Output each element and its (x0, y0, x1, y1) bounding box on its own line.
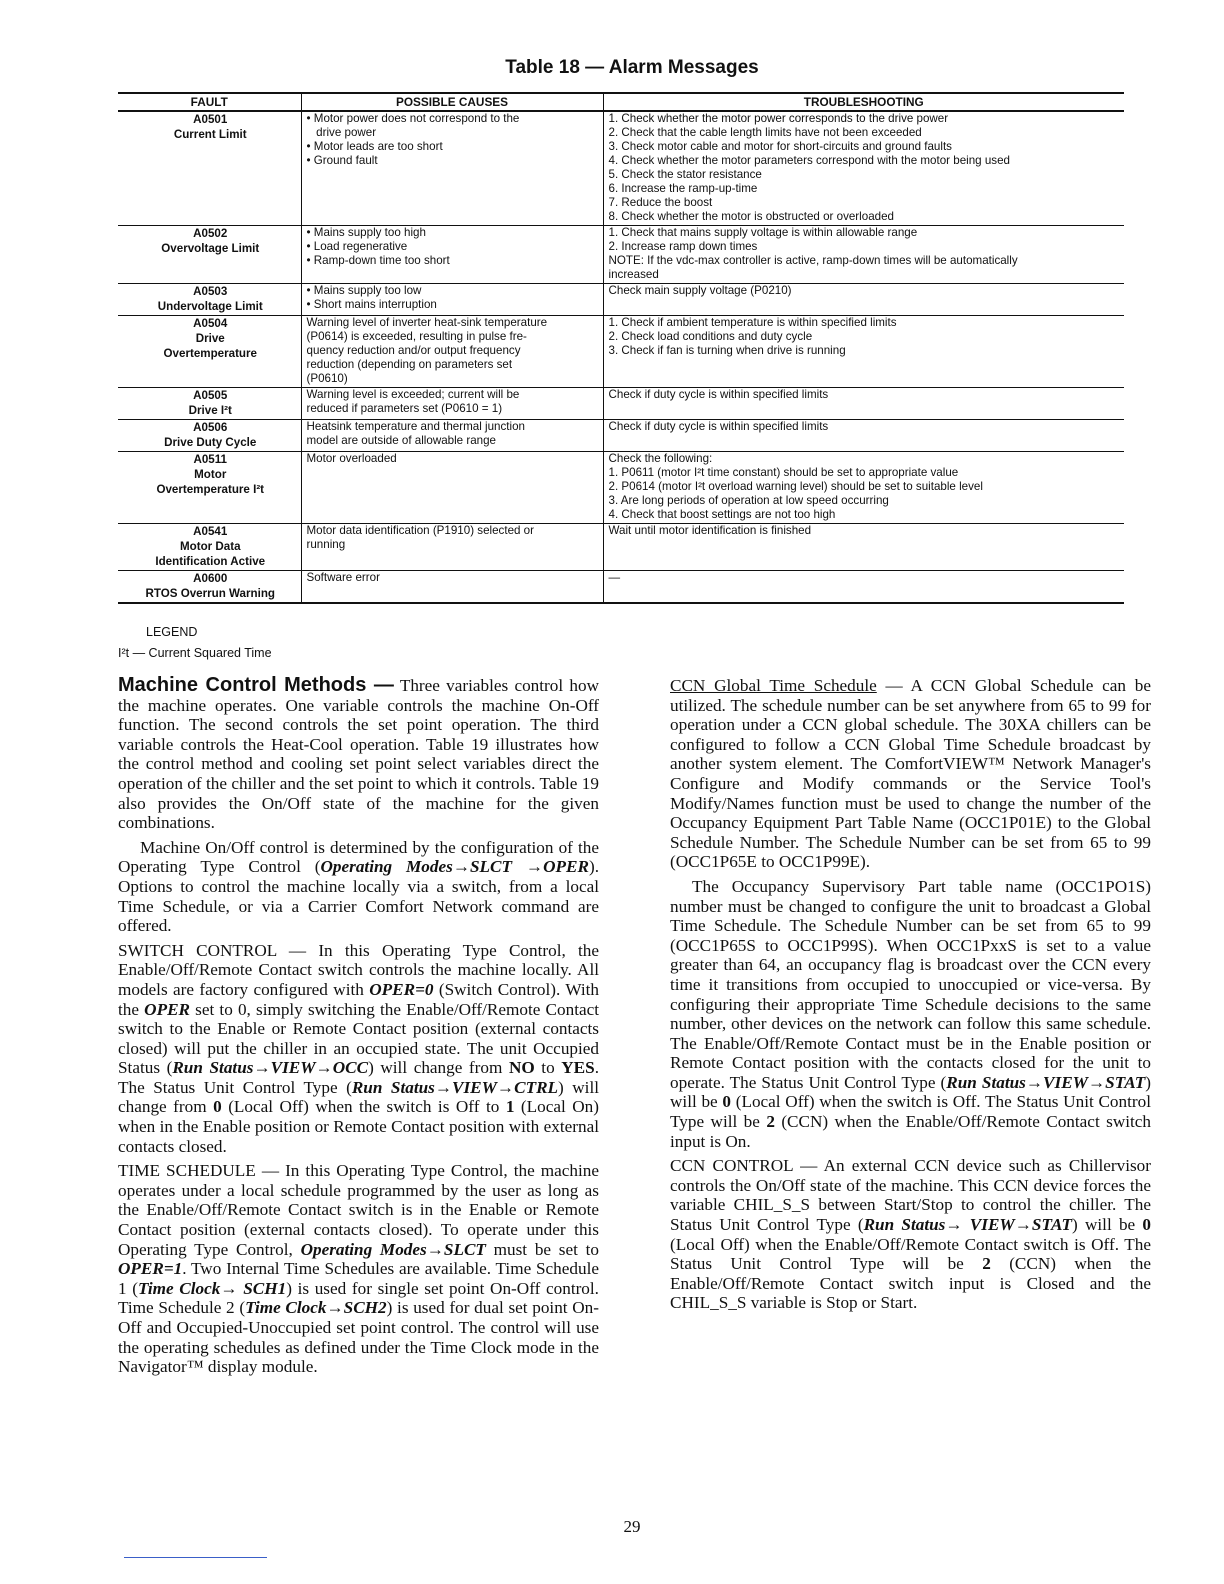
fault-name: Drive (195, 332, 225, 345)
cause-line: • Ground fault (306, 154, 378, 167)
troubleshooting-line: 1. Check if ambient temperature is within specified limits (608, 316, 897, 329)
cause-line: running (306, 538, 346, 551)
troubleshooting-cell (603, 388, 1124, 420)
fault-cell (118, 420, 301, 452)
fault-cell (118, 316, 301, 388)
fault-code: A0511 (193, 453, 228, 466)
troubleshooting-line: Wait until motor identification is finished (608, 524, 812, 537)
text: . The Status Unit Control Type ( (118, 1058, 599, 1097)
troubleshooting-line: 3. Check motor cable and motor for short-circuits and ground faults (608, 140, 952, 153)
fault-name: Motor Data (179, 540, 241, 553)
cause-line: Warning level is exceeded; current will be (306, 388, 520, 401)
text: must be set to (485, 1239, 599, 1259)
causes-cell (301, 226, 603, 284)
value: 0 (1142, 1215, 1152, 1235)
causes-cell (301, 452, 603, 524)
cause-line: Warning level of inverter heat-sink temperature (306, 316, 548, 329)
text: (Local Off) when the switch is Off to (221, 1097, 506, 1117)
text: In this Operating Type Control, the Enable/Off/Remote Contact switch controls the machine locally. All models are factory configured with (118, 940, 599, 999)
text: (Local On) when in the Enable position or Remote Contact position with external contacts closed. (118, 1097, 599, 1156)
menu-path: Operating Modes→SLCT (300, 1239, 486, 1259)
troubleshooting-line: 3. Check if fan is turning when drive is running (608, 344, 846, 357)
text: (CCN) when the Enable/Off/Remote Contact switch input is On. (670, 1112, 1151, 1151)
troubleshooting-line: Check if duty cycle is within specified limits (608, 420, 829, 433)
fault-code: A0504 (193, 317, 228, 330)
fault-name: Overtemperature I²t (156, 483, 265, 496)
table-header-row (118, 93, 1124, 111)
troubleshooting-cell (603, 284, 1124, 316)
text: ) is used for single set point On-Off control. Time Schedule 2 ( (118, 1278, 599, 1318)
switch-control-paragraph (118, 941, 599, 1157)
table-row (118, 420, 1124, 452)
cause-line: model are outside of allowable range (306, 434, 496, 447)
time-schedule-paragraph (118, 1161, 599, 1377)
menu-path: Time Clock→SCH2 (245, 1298, 387, 1318)
value: 2 (766, 1112, 775, 1132)
text: (CCN) when the Enable/Off/Remote Contact switch input is Closed and the CHIL_S_S variable is Stop or Start. (670, 1254, 1151, 1313)
header-fault: FAULT (190, 95, 228, 109)
parameter: OPER=1 (118, 1259, 183, 1279)
cause-line: Motor data identification (P1910) selected or (306, 524, 534, 537)
intro-text: Three variables control how the machine operates. One variable controls the machine On-Off function. The second controls the set point operation. The third variable controls the Heat-Cool operation. Table 19 illustrates how the control method and cooling set point select variables direct the operation of the chiller and the set point to which it controls. Table 19 also provides the On/Off state of the machine for the given combinations. (118, 676, 599, 833)
menu-path: Run Status→VIEW→OCC (172, 1058, 369, 1078)
text: In this Operating Type Control, the machine operates under a local schedule programmed by the user as long as the Enable/Off/Remote Contact switch is in the Enable or Remote Contact position (external contacts closed). To operate under this Operating Type Control, (118, 1161, 599, 1259)
troubleshooting-line: 4. Check whether the motor parameters correspond with the motor being used (608, 154, 1010, 167)
cause-line: • Motor power does not correspond to the (306, 112, 520, 125)
text: (Local Off) when the switch is Off. The Status Unit Control Type will be (670, 1092, 1151, 1132)
cause-line: • Load regenerative (306, 240, 408, 253)
troubleshooting-line: increased (608, 268, 659, 281)
value: 1 (505, 1097, 515, 1117)
cause-line: (P0610) (306, 372, 348, 385)
troubleshooting-line: 2. Increase ramp down times (608, 240, 758, 253)
value: YES (561, 1058, 595, 1078)
menu-path: Run Status→VIEW→STAT (946, 1072, 1146, 1092)
fault-cell (118, 452, 301, 524)
fault-cell (118, 226, 301, 284)
fault-name: RTOS Overrun Warning (145, 587, 275, 600)
page-number: 29 (623, 1517, 641, 1536)
troubleshooting-line: NOTE: If the vdc-max controller is active, ramp-down times will be automatically (608, 254, 1018, 267)
cause-line: Motor overloaded (306, 452, 397, 465)
fault-code: A0501 (193, 113, 228, 126)
troubleshooting-cell (603, 111, 1124, 226)
causes-cell (301, 284, 603, 316)
troubleshooting-line: Check if duty cycle is within specified limits (608, 388, 829, 401)
subsection-lead: CCN CONTROL — (670, 1156, 818, 1176)
text: ). Options to control the machine locally via a switch, from a local Time Schedule, or via a Carrier Comfort Network command are offered. (118, 857, 599, 936)
parameter: OPER=0 (369, 979, 434, 999)
causes-cell (301, 420, 603, 452)
menu-path: Time Clock→ SCH1 (137, 1278, 287, 1298)
fault-name: Drive Duty Cycle (164, 436, 257, 449)
troubleshooting-cell (603, 316, 1124, 388)
fault-cell (118, 388, 301, 420)
text: ) will change from (368, 1058, 509, 1078)
value: NO (508, 1058, 535, 1078)
cause-line: • Motor leads are too short (306, 140, 443, 153)
troubleshooting-cell (603, 452, 1124, 524)
causes-cell (301, 388, 603, 420)
intro-paragraph (118, 676, 599, 833)
table-row (118, 226, 1124, 284)
section-heading: Machine Control Methods — (118, 674, 394, 696)
fault-name: Motor (194, 468, 227, 481)
causes-cell (301, 316, 603, 388)
fault-cell (118, 284, 301, 316)
ccn-global-schedule-paragraph (670, 676, 1151, 872)
fault-name: Current Limit (173, 128, 247, 141)
table-row (118, 284, 1124, 316)
text: (Local Off) when the Enable/Off/Remote Contact switch is Off. The Status Unit Control Type will be (670, 1234, 1151, 1274)
ccn-control-paragraph (670, 1156, 1151, 1313)
troubleshooting-line: 3. Are long periods of operation at low speed occurring (608, 494, 889, 507)
cause-line: • Mains supply too low (306, 284, 422, 297)
fault-code: A0506 (193, 421, 228, 434)
menu-path: Run Status→ VIEW→STAT (863, 1215, 1073, 1235)
fault-code: A0600 (193, 572, 228, 585)
table-row (118, 452, 1124, 524)
legend-heading: LEGEND (146, 625, 198, 639)
table-title: Table 18 — Alarm Messages (505, 57, 759, 78)
cause-line: reduction (depending on parameters set (306, 358, 513, 371)
fault-code: A0502 (193, 227, 228, 240)
alarm-messages-table (118, 92, 1124, 604)
table-row (118, 316, 1124, 388)
troubleshooting-line: 5. Check the stator resistance (608, 168, 762, 181)
header-possible-causes: POSSIBLE CAUSES (301, 93, 603, 111)
troubleshooting-line: 2. P0614 (motor I²t overload warning level) should be set to suitable level (608, 480, 983, 493)
text: (Switch Control). With the (118, 979, 599, 1019)
occupancy-paragraph (670, 877, 1151, 1151)
text: ) is used for dual set point On-Off and Occupied-Unoccupied set point control. The control will use the operating schedules as defined under the Time Clock mode in the Navigator™ display module. (118, 1298, 599, 1377)
footer-divider (124, 1557, 267, 1558)
text: ) will be (1072, 1215, 1143, 1235)
fault-name: Overvoltage Limit (161, 242, 260, 255)
troubleshooting-line: 1. P0611 (motor I²t time constant) should be set to appropriate value (608, 466, 959, 479)
text: to (534, 1058, 562, 1078)
cause-line: quency reduction and/or output frequency (306, 344, 521, 357)
fault-cell (118, 571, 301, 604)
troubleshooting-cell (603, 420, 1124, 452)
subsection-lead: CCN Global Time Schedule (670, 676, 877, 695)
fault-cell (118, 524, 301, 571)
left-text-column (118, 676, 599, 1382)
parameter: OPER (144, 999, 191, 1019)
troubleshooting-cell (603, 571, 1124, 604)
value: 0 (722, 1092, 731, 1112)
text: . Two Internal Time Schedules are available. Time Schedule 1 ( (118, 1259, 599, 1298)
troubleshooting-line: 2. Check load conditions and duty cycle (608, 330, 813, 343)
header-troubleshooting: TROUBLESHOOTING (603, 93, 1124, 111)
fault-code: A0503 (193, 285, 228, 298)
fault-cell (118, 111, 301, 226)
fault-name: Identification Active (155, 555, 266, 568)
onoff-paragraph (118, 838, 599, 936)
table-row (118, 571, 1124, 604)
fault-name: Undervoltage Limit (157, 300, 263, 313)
menu-path: Operating Modes→SLCT →OPER (320, 857, 589, 877)
troubleshooting-line: Check main supply voltage (P0210) (608, 284, 792, 297)
text: Machine On/Off control is determined by the configuration of the Operating Type Control ( (118, 837, 599, 877)
table-body (118, 111, 1124, 603)
table-row (118, 524, 1124, 571)
cause-line: • Short mains interruption (306, 298, 437, 311)
causes-cell (301, 524, 603, 571)
cause-line: • Mains supply too high (306, 226, 426, 239)
value: 2 (982, 1254, 991, 1274)
legend-item: I²t — Current Squared Time (118, 646, 272, 660)
text: ) will change from (118, 1077, 599, 1117)
subsection-lead: TIME SCHEDULE — (118, 1161, 280, 1181)
text: The Occupancy Supervisory Part table name (OCC1PO1S) number must be changed to configure the unit to broadcast a Global Time Schedule. The Schedule Number can be set from 65 to 99 (OCC1P65S to OCC1P99S). When OCC1PxxS is set to a value greater than 64, an occupancy flag is broadcast over the CCN every time it transitions from occupied to unoccupied or vice-versa. By configuring their appropriate Time Schedule decisions to the same number, other devices on the network can follow this same schedule. The Enable/Off/Remote Contact must be in the Enable position or Remote Contact position with the contacts closed for the unit to operate. The Status Unit Control Type ( (670, 876, 1151, 1092)
cause-line: Software error (306, 571, 380, 584)
cause-line: Heatsink temperature and thermal junction (306, 420, 525, 433)
cause-line: • Ramp-down time too short (306, 254, 450, 267)
menu-path: Run Status→VIEW→CTRL (351, 1077, 559, 1097)
troubleshooting-line: 2. Check that the cable length limits have not been exceeded (608, 126, 922, 139)
troubleshooting-line: 1. Check whether the motor power corresponds to the drive power (608, 112, 949, 125)
table-row (118, 111, 1124, 226)
text: An external CCN device such as Chillervisor controls the On/Off state of the machine. This CCN device forces the variable CHIL_S_S between Start/Stop to control the chiller. The Status Unit Control Type ( (670, 1156, 1151, 1235)
troubleshooting-line: 4. Check that boost settings are not too high (608, 508, 836, 521)
cause-line: (P0614) is exceeded, resulting in pulse fre- (306, 330, 527, 343)
troubleshooting-cell (603, 524, 1124, 571)
text: — A CCN Global Schedule can be utilized. The schedule number can be set anywhere from 65 to 99 for operation under a CCN global schedule. The 30XA chillers can be configured to follow a CCN Global Time Schedule broadcast by another system element. The ComfortVIEW™ Network Manager's Configure and Modify commands or the Service Tool's Modify/Names function must be used to change the number of the Occupancy Equipment Part Table Name (OCC1P01E) to the Global Schedule Number. The Schedule Number can be set from 65 to 99 (OCC1P65E to OCC1P99E). (670, 676, 1151, 872)
fault-code: A0541 (193, 525, 228, 538)
cause-line: drive power (306, 126, 377, 139)
troubleshooting-line: 6. Increase the ramp-up-time (608, 182, 758, 195)
troubleshooting-line: Check the following: (608, 452, 713, 465)
troubleshooting-line: 7. Reduce the boost (608, 196, 713, 209)
fault-name: Drive I²t (188, 404, 232, 417)
subsection-lead: SWITCH CONTROL — (118, 940, 307, 960)
cause-line: reduced if parameters set (P0610 = 1) (306, 402, 503, 415)
causes-cell (301, 111, 603, 226)
causes-cell (301, 571, 603, 604)
fault-name: Overtemperature (163, 347, 257, 360)
right-text-column (670, 676, 1151, 1318)
troubleshooting-cell (603, 226, 1124, 284)
troubleshooting-line: 1. Check that mains supply voltage is within allowable range (608, 226, 918, 239)
fault-code: A0505 (193, 389, 228, 402)
table-row (118, 388, 1124, 420)
text: ) will be (670, 1072, 1151, 1112)
value: 0 (213, 1097, 222, 1117)
troubleshooting-line: — (608, 571, 621, 584)
text: set to 0, simply switching the Enable/Off/Remote Contact switch to the Enable or Remote Contact position (external contacts closed) will put the chiller in an occupied state. The unit Occupied Status ( (118, 999, 600, 1078)
troubleshooting-line: 8. Check whether the motor is obstructed or overloaded (608, 210, 894, 223)
